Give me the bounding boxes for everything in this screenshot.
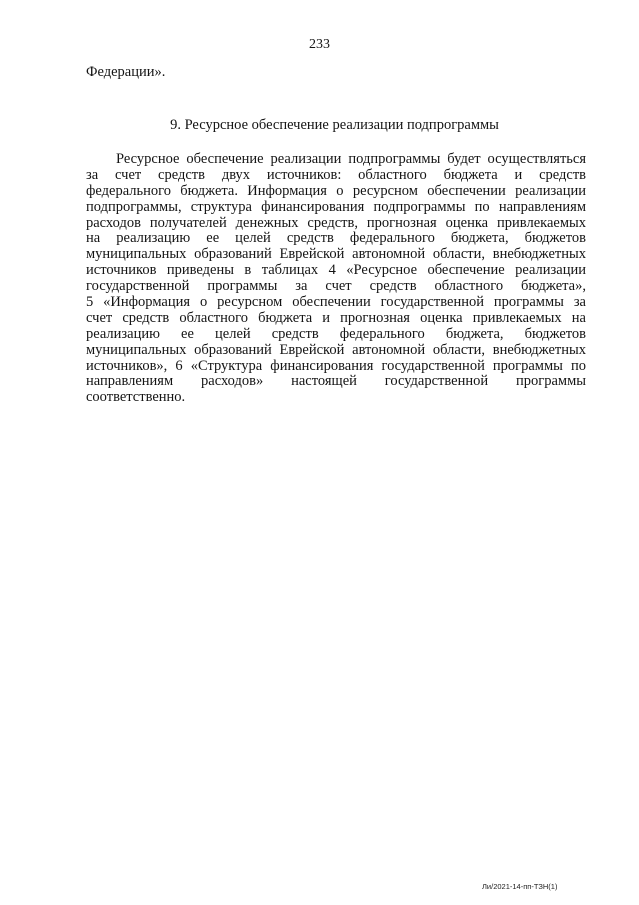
paragraph-line: Ресурсное обеспечение реализации подпрограммы будет осуществляться <box>116 152 586 167</box>
paragraph-line: федерального бюджета. Информация о ресурсном обеспечении реализации <box>86 183 586 199</box>
section-heading: 9. Ресурсное обеспечение реализации подпрограммы <box>170 117 499 133</box>
paragraph-line: муниципальных образований Еврейской автономной области, внебюджетных <box>86 342 586 358</box>
paragraph-line: соответственно. <box>86 390 186 406</box>
paragraph-line: государственной программы за счет средств областного бюджета», <box>86 279 586 295</box>
paragraph-line: расходов получателей денежных средств, прогнозная оценка привлекаемых <box>86 215 586 231</box>
body-paragraph <box>86 152 586 406</box>
paragraph-line: подпрограммы, структура финансирования подпрограммы по направлениям <box>86 199 586 215</box>
document-code: Ли/2021-14-пп-ТЗН(1) <box>482 882 558 891</box>
paragraph-line: за счет средств двух источников: областного бюджета и средств <box>86 167 586 183</box>
paragraph-line: счет средств областного бюджета и прогнозная оценка привлекаемых на <box>86 310 586 326</box>
paragraph-line: муниципальных образований Еврейской автономной области, внебюджетных <box>86 247 586 263</box>
page-number: 233 <box>309 37 330 52</box>
paragraph-line: на реализацию ее целей средств федерального бюджета, бюджетов <box>86 231 586 247</box>
previous-section-tail: Федерации». <box>86 64 166 80</box>
paragraph-line: реализацию ее целей средств федерального бюджета, бюджетов <box>86 326 586 342</box>
paragraph-line: источников», 6 «Структура финансирования государственной программы по <box>86 358 586 374</box>
paragraph-line: источников приведены в таблицах 4 «Ресурсное обеспечение реализации <box>86 263 586 279</box>
paragraph-line: 5 «Информация о ресурсном обеспечении государственной программы за <box>86 295 586 311</box>
paragraph-line: направлениям расходов» настоящей государственной программы <box>86 374 586 390</box>
